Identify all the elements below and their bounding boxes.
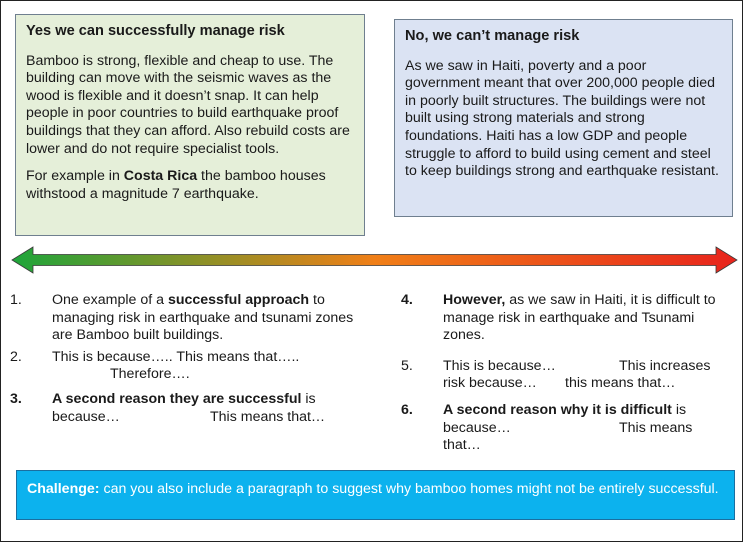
arrow-shape: [12, 247, 737, 273]
list-item-4: [401, 292, 736, 345]
item-text: is: [671, 401, 687, 418]
yes-p2-post: the bamboo houses withstood a magnitude 7 earthquake.: [26, 168, 326, 202]
item-line-1: [52, 391, 355, 409]
yes-box: [15, 14, 365, 236]
list-number: 6.: [401, 401, 413, 418]
item-text: because…: [52, 408, 120, 425]
list-number: 1.: [10, 292, 22, 308]
no-box: [394, 19, 733, 217]
yes-heading: Yes we can successfully manage risk: [26, 23, 285, 39]
challenge-text: can you also include a paragraph to suggest why bamboo homes might not be entirely successful.: [99, 481, 719, 497]
list-number: 5.: [401, 357, 413, 374]
yes-p2-bold: Costa Rica: [123, 168, 198, 185]
item-bold: successful approach: [167, 292, 310, 308]
no-paragraph-1: As we saw in Haiti, poverty and a poor government meant that over 200,000 people died in poorly built structures. The buildings were not built using strong materials and strong foundations. Haiti has a low GDP and people struggle to afford to build using cement and steel to keep buildings strong and earthquake resistant.: [405, 57, 719, 180]
list-item-5: [401, 358, 736, 393]
item-text: risk because…: [443, 375, 537, 392]
item-text: because…: [443, 419, 511, 436]
yes-p2-pre: For example in: [26, 168, 124, 185]
item-line-3: that…: [443, 437, 481, 454]
list-number: 4.: [401, 292, 413, 308]
item-text: as we saw in Haiti, it is difficult to manage risk in earthquake and Tsunami zones.: [443, 292, 716, 344]
item-bold: A second reason they are successful: [52, 390, 302, 407]
list-item-6: [401, 402, 736, 455]
item-line-2: [443, 375, 736, 393]
item-text: This is because…: [443, 357, 556, 374]
list-number: 3.: [10, 390, 22, 407]
item-text: this means that…: [565, 375, 676, 392]
item-bold: A second reason why it is difficult: [443, 401, 672, 418]
item-text: is: [301, 390, 316, 407]
yes-paragraph-2: [26, 168, 354, 203]
item-line-1: [443, 402, 736, 420]
no-heading: No, we can’t manage risk: [405, 28, 580, 44]
item-line-1: This is because….. This means that…..: [52, 348, 300, 365]
list-number: 2.: [10, 348, 22, 365]
yes-paragraph-1: Bamboo is strong, flexible and cheap to use. The building can move with the seismic waves as the wood is flexible and it doesn’t snap. It can help people in poor countries to build earthquake proof buildings that they can afford. Also rebuild costs are lower and do not require specialist tools.: [26, 52, 350, 157]
item-text: This means: [619, 419, 693, 436]
item-line-2: Therefore….: [110, 366, 190, 383]
item-line-1: [443, 358, 736, 376]
item-text: This increases: [619, 357, 711, 374]
item-bold: However,: [443, 292, 506, 308]
challenge-box: [16, 470, 735, 520]
item-text: to managing risk in earthquake and tsunami zones are Bamboo built buildings.: [52, 292, 354, 344]
item-text: One example of a: [52, 292, 168, 308]
left-list: [10, 292, 355, 426]
challenge-label: Challenge:: [27, 481, 100, 497]
item-line-2: [52, 409, 355, 427]
list-item-2: [10, 349, 355, 384]
right-list: [401, 292, 736, 455]
double-arrow-icon: [11, 245, 738, 275]
list-item-1: [10, 292, 355, 345]
list-item-3: [10, 391, 355, 426]
item-line-2: [443, 420, 736, 438]
item-text: This means that…: [210, 408, 326, 425]
